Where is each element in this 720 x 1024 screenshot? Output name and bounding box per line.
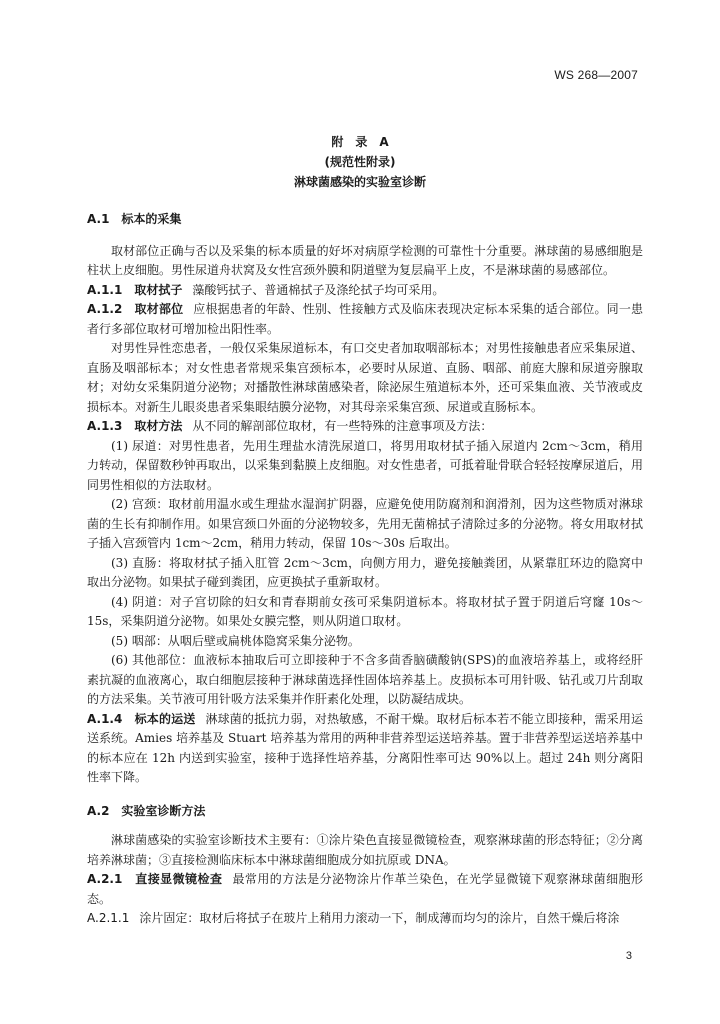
clause-a111 <box>87 281 643 301</box>
clause-a112-label: A.1.2 取材部位 <box>87 302 184 316</box>
method-vagina: (4) 阴道：对子宫切除的妇女和青春期前女孩可采集阴道标本。将取材拭子置于阴道后穹窿 10s～15s，采集阴道分泌物。如果处女膜完整，则从阴道口取材。 <box>87 594 643 628</box>
appendix-title-block <box>0 132 720 192</box>
appendix-name: 淋球菌感染的实验室诊断 <box>293 175 426 189</box>
method-pharynx: (5) 咽部：从咽后壁或扁桃体隐窝采集分泌物。 <box>111 633 360 648</box>
heading-a2: A.2 实验室诊断方法 <box>87 803 206 818</box>
standard-number: WS 268—2007 <box>554 68 638 82</box>
paragraph-a2-intro: 淋球菌感染的实验室诊断技术主要有：①涂片染色直接显微镜检查，观察淋球菌的形态特征；②分离培养淋球菌；③直接检测临床标本中淋球菌细胞成分如抗原或 DNA。 <box>87 833 643 867</box>
paragraph-a112-p2: 对男性异性恋患者，一般仅采集尿道标本，有口交史者加取咽部标本；对男性接触患者应采集尿道、直肠及咽部标本；对女性患者常规采集宫颈标本，必要时从尿道、直肠、咽部、前庭大腺和尿道旁腺取材；对幼女采集阴道分泌物；对播散性淋球菌感染者，除泌尿生殖道标本外，还可采集血液、关节液或皮损标本。对新生儿眼炎患者采集眼结膜分泌物，对其母亲采集宫颈、尿道或直肠标本。 <box>87 341 643 414</box>
clause-a113 <box>87 417 643 437</box>
clause-a21 <box>87 870 643 909</box>
clause-a112 <box>87 300 643 339</box>
appendix-label: 附录A <box>331 135 401 149</box>
clause-a211-label: A.2.1.1 <box>87 911 130 925</box>
clause-a21-label: A.2.1 直接显微镜检查 <box>87 872 223 886</box>
clause-a211-text: 涂片固定：取材后将拭子在玻片上稍用力滚动一下，制成薄而均匀的涂片，自然干燥后将涂 <box>139 911 620 925</box>
clause-a114 <box>87 710 643 788</box>
method-other: (6) 其他部位：血液标本抽取后可立即接种于不含多茴香脑磺酸钠(SPS)的血液培养基上，或将经肝素抗凝的血液离心，取白细胞层接种于淋球菌选择性固体培养基上。皮损标本可用针吸、钻孔或刀片刮取的方法采集。关节液可用针吸方法采集并作肝素化处理，以防凝结成块。 <box>87 653 643 706</box>
page-number: 3 <box>625 950 632 962</box>
clause-a111-text: 藻酸钙拭子、普通棉拭子及涤纶拭子均可采用。 <box>192 282 445 297</box>
clause-a21-text: 最常用的方法是分泌物涂片作革兰染色，在光学显微镜下观察淋球菌细胞形态。 <box>87 872 644 906</box>
clause-a111-label: A.1.1 取材拭子 <box>87 282 183 297</box>
clause-a114-text: 淋球菌的抵抗力弱，对热敏感，不耐干燥。取材后标本若不能立即接种，需采用运送系统。Amies 培养基及 Stuart 培养基为常用的两种非营养型运送培养基。置于非营养型运送培养基中的标本应在 12h 内送到实验室，接种于选择性培养基，分离阳性率可达 90%以上。超过 24h 则分离阳性率下降。 <box>87 711 643 784</box>
clause-a211 <box>87 909 643 929</box>
body-text <box>87 210 643 929</box>
clause-a112-text: 应根据患者的年龄、性别、性接触方式及临床表现决定标本采集的适合部位。同一患者行多部位取材可增加检出阳性率。 <box>87 302 643 336</box>
normative-label: (规范性附录) <box>324 155 396 169</box>
method-cervix: (2) 宫颈：取材前用温水或生理盐水湿润扩阴器，应避免使用防腐剂和润滑剂，因为这些物质对淋球菌的生长有抑制作用。如果宫颈口外面的分泌物较多，先用无菌棉拭子清除过多的分泌物。将女用取材拭子插入宫颈管内 1cm～2cm，稍用力转动，保留 10s～30s 后取出。 <box>87 497 643 550</box>
method-urethra: (1) 尿道：对男性患者，先用生理盐水清洗尿道口，将男用取材拭子插入尿道内 2cm～3cm，稍用力转动，保留数秒钟再取出，以采集到黏膜上皮细胞。对女性患者，可抵着耻骨联合轻轻按摩尿道后，用同男性相似的方法取材。 <box>87 438 643 492</box>
clause-a113-label: A.1.3 取材方法 <box>87 419 183 433</box>
method-rectum: (3) 直肠：将取材拭子插入肛管 2cm～3cm，向侧方用力，避免接触粪团，从紧靠肛环边的隐窝中取出分泌物。如果拭子碰到粪团，应更换拭子重新取材。 <box>87 555 643 589</box>
clause-a114-label: A.1.4 标本的运送 <box>87 711 196 726</box>
clause-a113-text: 从不同的解剖部位取材，有一些特殊的注意事项及方法： <box>192 419 493 433</box>
heading-a1: A.1 标本的采集 <box>87 212 182 226</box>
paragraph-a1-intro: 取材部位正确与否以及采集的标本质量的好坏对病原学检测的可靠性十分重要。淋球菌的易感细胞是柱状上皮细胞。男性尿道舟状窝及女性宫颈外膜和阴道壁为复层扁平上皮，不是淋球菌的易感部位。 <box>87 243 643 277</box>
